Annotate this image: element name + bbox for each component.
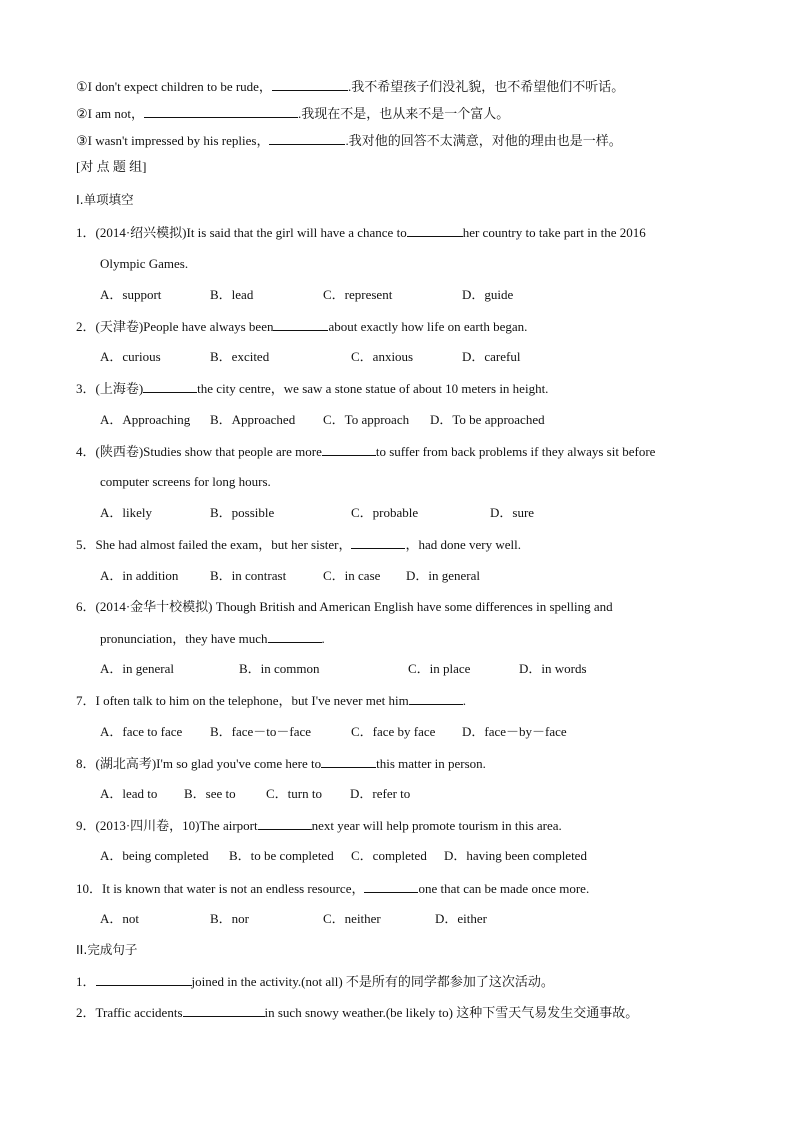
option-b[interactable]: B．possible [210, 505, 275, 520]
option-b[interactable]: B．in contrast [210, 568, 287, 583]
intro-line-1: ①I don't expect children to be rude， .我不希望孩子们没礼貌，也不希望他们不听话。 [76, 79, 625, 94]
group-title: [对 点 题 组] [76, 159, 147, 174]
option-a[interactable]: A．lead to [100, 786, 158, 801]
intro-line-3: ③I wasn't impressed by his replies， .我对他的回答不太满意，对他的理由也是一样。 [76, 133, 622, 148]
answer-blank[interactable] [322, 443, 376, 456]
answer-blank[interactable] [364, 880, 418, 893]
answer-blank[interactable] [143, 380, 197, 393]
option-d[interactable]: D．in words [519, 661, 587, 676]
question-10-options [100, 911, 487, 927]
question-7: 7．I often talk to him on the telephone，but I've never met him . [76, 693, 466, 708]
option-d[interactable]: D．guide [462, 287, 514, 302]
question-4: 4．(陕西卷)Studies show that people are more to suffer from back problems if they always sit before [76, 444, 656, 459]
intro-line-2: ②I am not， .我现在不是，也从来不是一个富人。 [76, 106, 510, 121]
question-6-options [100, 661, 587, 677]
question-1: 1．(2014·绍兴模拟)It is said that the girl will have a chance to her country to take part in the 2016 [76, 225, 646, 240]
question-3: 3．(上海卷) the city centre，we saw a stone statue of about 10 meters in height. [76, 381, 549, 396]
option-d[interactable]: D．careful [462, 349, 521, 364]
question-4-options [100, 505, 534, 521]
question-6-continued: pronunciation，they have much . [100, 631, 325, 646]
option-c[interactable]: C．probable [351, 505, 419, 520]
question-3-options [100, 412, 545, 428]
question-2: 2．(天津卷)People have always been about exactly how life on earth began. [76, 319, 528, 334]
option-c[interactable]: C．represent [323, 287, 393, 302]
option-c[interactable]: C．in place [408, 661, 471, 676]
answer-blank[interactable] [144, 105, 298, 118]
option-b[interactable]: B．face－to－face [210, 724, 312, 739]
option-b[interactable]: B．to be completed [229, 848, 334, 863]
section-1-title: Ⅰ.单项填空 [76, 192, 134, 207]
answer-blank[interactable] [269, 132, 345, 145]
question-1-continued: Olympic Games. [100, 256, 189, 271]
answer-blank[interactable] [321, 755, 376, 768]
question-1-options [100, 287, 513, 303]
answer-blank[interactable] [407, 224, 463, 237]
question-5: 5．She had almost failed the exam，but her sister， ，had done very well. [76, 537, 521, 552]
option-a[interactable]: A．not [100, 911, 140, 926]
question-2-options [100, 349, 520, 365]
option-c[interactable]: C．neither [323, 911, 381, 926]
answer-blank[interactable] [273, 318, 328, 331]
question-6: 6．(2014·金华十校模拟) Though British and American English have some differences in spelling and [76, 599, 613, 614]
option-b[interactable]: B．in common [239, 661, 320, 676]
section-2-title: II.完成句子 [76, 942, 138, 957]
option-d[interactable]: D．face－by－face [462, 724, 567, 739]
option-b[interactable]: B．nor [210, 911, 250, 926]
question-5-options [100, 568, 480, 584]
answer-blank[interactable] [272, 78, 348, 91]
option-c[interactable]: C．in case [323, 568, 381, 583]
option-a[interactable]: A．Approaching [100, 412, 191, 427]
answer-blank[interactable] [183, 1004, 265, 1017]
option-d[interactable]: D．either [435, 911, 487, 926]
option-a[interactable]: A．face to face [100, 724, 183, 739]
option-a[interactable]: A．in general [100, 661, 175, 676]
answer-blank[interactable] [351, 536, 405, 549]
option-c[interactable]: C．turn to [266, 786, 322, 801]
option-d[interactable]: D．having been completed [444, 848, 587, 863]
question-8: 8．(湖北高考)I'm so glad you've come here to this matter in person. [76, 756, 486, 771]
option-c[interactable]: C．face by face [351, 724, 436, 739]
option-d[interactable]: D．sure [490, 505, 535, 520]
option-d[interactable]: D．in general [406, 568, 481, 583]
option-b[interactable]: B．lead [210, 287, 254, 302]
answer-blank[interactable] [258, 817, 312, 830]
option-b[interactable]: B．excited [210, 349, 270, 364]
answer-blank[interactable] [409, 692, 463, 705]
option-a[interactable]: A．being completed [100, 848, 209, 863]
option-d[interactable]: D．refer to [350, 786, 411, 801]
option-c[interactable]: C．completed [351, 848, 427, 863]
option-a[interactable]: A．curious [100, 349, 161, 364]
option-a[interactable]: A．likely [100, 505, 152, 520]
question-10: 10．It is known that water is not an endless resource， one that can be made once more. [76, 881, 590, 896]
sentence-2: 2．Traffic accidents in such snowy weather.(be likely to) 这种下雪天气易发生交通事故。 [76, 1005, 639, 1020]
question-7-options [100, 724, 567, 740]
answer-blank[interactable] [268, 630, 322, 643]
question-9-options [100, 848, 587, 864]
question-8-options [100, 786, 410, 802]
option-b[interactable]: B．Approached [210, 412, 296, 427]
option-a[interactable]: A．support [100, 287, 162, 302]
answer-blank[interactable] [96, 973, 192, 986]
option-b[interactable]: B．see to [184, 786, 236, 801]
sentence-1: 1． joined in the activity.(not all) 不是所有的同学都参加了这次活动。 [76, 974, 554, 989]
option-c[interactable]: C．anxious [351, 349, 414, 364]
option-c[interactable]: C．To approach [323, 412, 410, 427]
question-4-continued: computer screens for long hours. [100, 474, 271, 489]
option-d[interactable]: D．To be approached [430, 412, 545, 427]
question-9: 9．(2013·四川卷，10)The airport next year will help promote tourism in this area. [76, 818, 562, 833]
option-a[interactable]: A．in addition [100, 568, 179, 583]
